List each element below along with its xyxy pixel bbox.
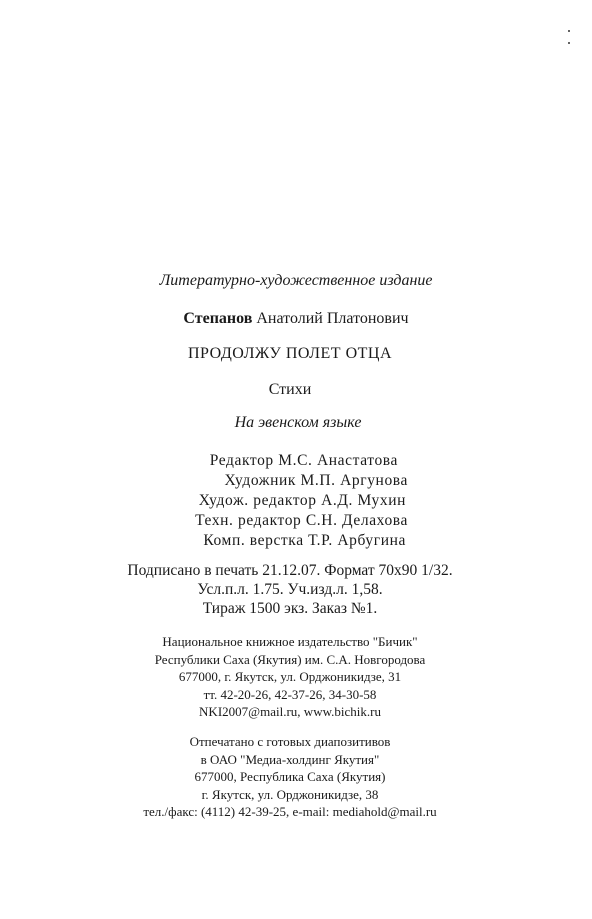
author-name xyxy=(0,310,592,328)
print-info-line: Тираж 1500 экз. Заказ №1. xyxy=(202,600,378,617)
margin-dot xyxy=(568,30,570,32)
margin-marks xyxy=(568,30,574,50)
publisher-block xyxy=(110,633,470,721)
credit-line: Художник М.П. Аргунова xyxy=(224,472,408,489)
publisher-line: Национальное книжное издательство "Бичик" xyxy=(162,634,418,649)
credit-line: Техн. редактор С.Н. Делахова xyxy=(195,512,408,529)
print-info-line: Усл.п.л. 1.75. Уч.изд.л. 1,58. xyxy=(197,581,383,598)
book-genre: Стихи xyxy=(268,381,312,398)
author-given-names: Анатолий Платонович xyxy=(256,310,409,327)
credits-list xyxy=(146,451,426,551)
book-language: На эвенском языке xyxy=(234,414,362,431)
author-surname: Степанов xyxy=(183,310,253,327)
print-info xyxy=(90,561,490,618)
publisher-line: Республики Саха (Якутия) им. С.А. Новгородова xyxy=(154,651,426,667)
printer-line: 677000, Республика Саха (Якутия) xyxy=(194,769,386,784)
printer-line: тел./факс: (4112) 42-39-25, e-mail: mediahold@mail.ru xyxy=(143,804,437,819)
publisher-line: 677000, г. Якутск, ул. Орджоникидзе, 31 xyxy=(178,669,402,684)
margin-dot xyxy=(568,42,570,44)
printer-block xyxy=(90,733,490,821)
credit-line: Комп. верстка Т.Р. Арбугина xyxy=(203,532,406,549)
publisher-line: тт. 42-20-26, 42-37-26, 34-30-58 xyxy=(203,686,377,702)
print-info-line: Подписано в печать 21.12.07. Формат 70x90 1/32. xyxy=(127,562,453,579)
edition-series: Литературно-художественное издание xyxy=(159,272,433,289)
printer-line: в ОАО "Медиа-холдинг Якутия" xyxy=(200,751,380,767)
publisher-line: NKI2007@mail.ru, www.bichik.ru xyxy=(199,704,381,719)
credit-line: Худож. редактор А.Д. Мухин xyxy=(198,492,406,509)
book-title: ПРОДОЛЖУ ПОЛЕТ ОТЦА xyxy=(187,345,392,362)
printer-line: г. Якутск, ул. Орджоникидзе, 38 xyxy=(201,786,379,802)
printer-line: Отпечатано с готовых диапозитивов xyxy=(189,734,391,749)
credit-line: Редактор М.С. Анастатова xyxy=(209,452,398,469)
